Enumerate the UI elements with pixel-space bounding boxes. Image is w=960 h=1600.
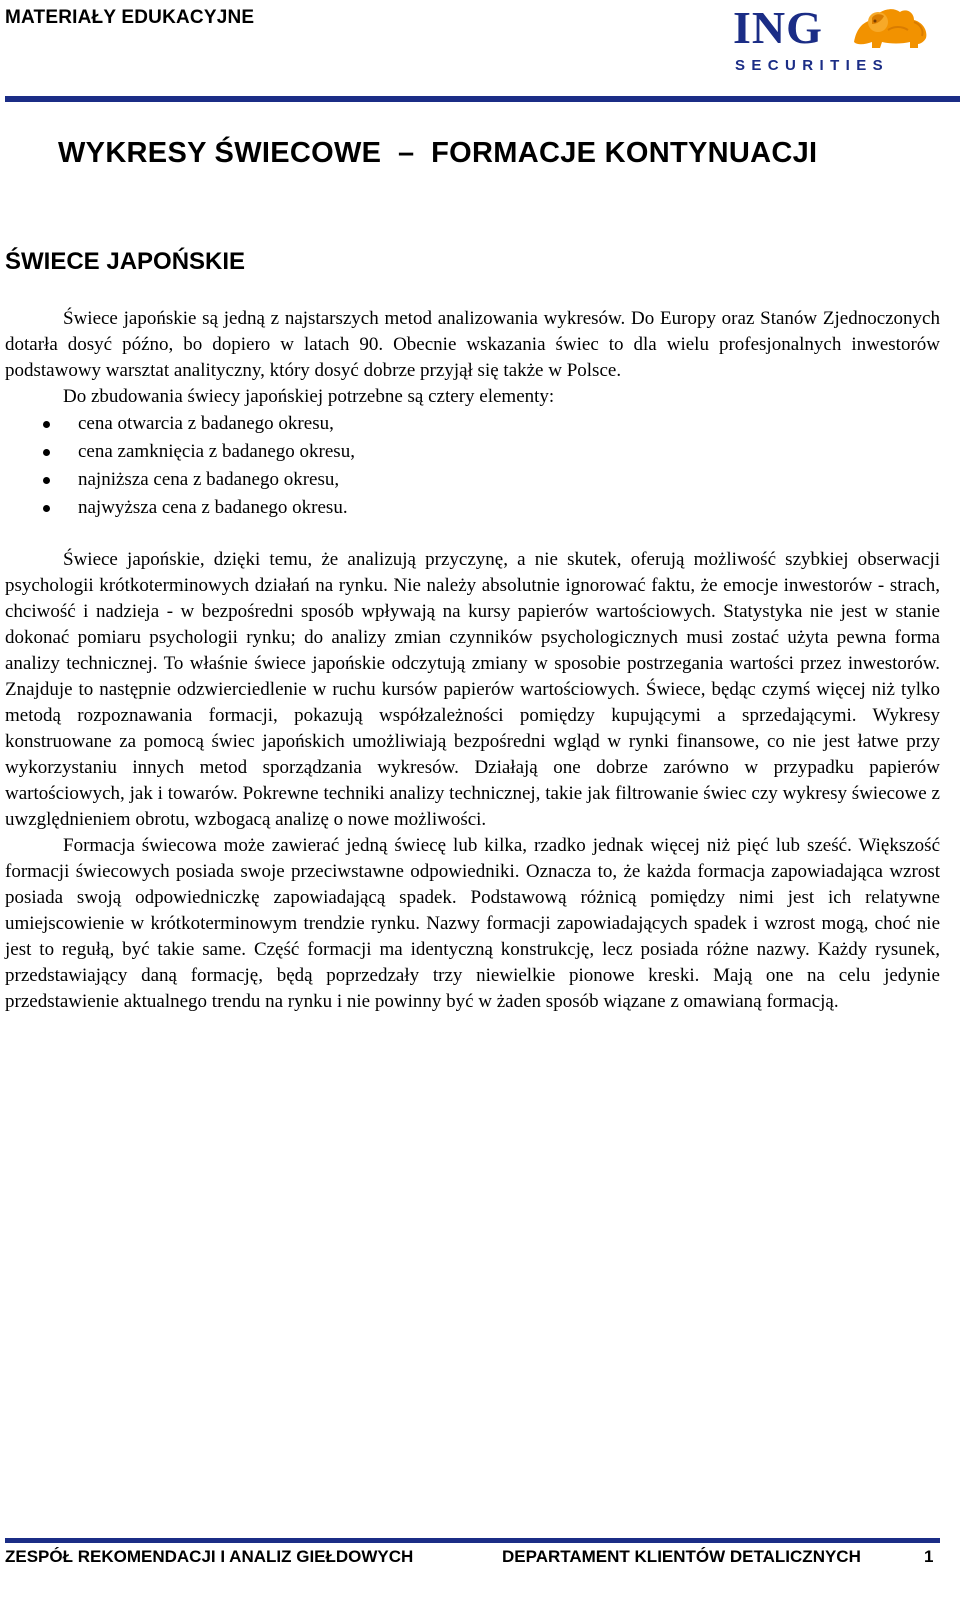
- bullet-icon: [43, 477, 50, 484]
- paragraph-intro: Świece japońskie są jedną z najstarszych metod analizowania wykresów. Do Europy oraz Stanów Zjednoczonych dotarła dosyć późno, bo dopiero w latach 90. Obecnie wskazania świec to dla wielu profesjonalnych inwestorów podstawowy warsztat analityczny, który dosyć dobrze przyjął się także w Polsce.: [5, 308, 940, 381]
- bullet-icon: [43, 449, 50, 456]
- page-number: 1: [924, 1547, 934, 1566]
- logo-subtitle: SECURITIES: [735, 57, 890, 74]
- paragraph-elements-intro: Do zbudowania świecy japońskiej potrzebne są cztery elementy:: [63, 386, 555, 407]
- header-label: MATERIAŁY EDUKACYJNE: [5, 7, 255, 28]
- list-item-text: najwyższa cena z badanego okresu.: [78, 497, 348, 518]
- ing-securities-logo: [733, 2, 943, 82]
- bullet-list: [5, 410, 940, 522]
- footer-left-text: ZESPÓŁ REKOMENDACJI I ANALIZ GIEŁDOWYCH: [5, 1547, 414, 1566]
- list-item-text: najniższa cena z badanego okresu,: [78, 469, 340, 490]
- paragraph-formations: Formacja świecowa może zawierać jedną świecę lub kilka, rzadko jednak więcej niż pięć lub sześć. Większość formacji świecowych posiada swoje przeciwstawne odpowiedniki. Oznacza to, że każda formacja zapowiadająca wzrost posiada swoją odpowiedniczkę zapowiadającą spadek. Podstawową różnicą pomiędzy nimi jest ich relatywne umiejscowienie w krótkoterminowym trendzie rynku. Nazwy formacji zapowiadających spadek i wzrost mogą, choć nie jest to regułą, być takie same. Część formacji ma identyczną konstrukcję, lecz posiada różne nazwy. Każdy rysunek, przedstawiający daną formację, będą poprzedzały trzy niewielkie pionowe kreski. Mają one na celu jedynie przedstawienie aktualnego trendu na rynku i nie powinny być w żaden sposób wiązane z omawianą formacją.: [5, 835, 940, 1012]
- logo-name: ING: [733, 2, 823, 53]
- bullet-icon: [43, 505, 50, 512]
- list-item: [5, 410, 940, 438]
- list-item-text: cena otwarcia z badanego okresu,: [78, 413, 334, 434]
- header-rule: [5, 96, 960, 102]
- list-item: [5, 438, 940, 466]
- page-title: WYKRESY ŚWIECOWE – FORMACJE KONTYNUACJI: [58, 137, 818, 169]
- footer-right-text: DEPARTAMENT KLIENTÓW DETALICZNYCH: [502, 1547, 861, 1566]
- bullet-icon: [43, 421, 50, 428]
- paragraph-psychology: Świece japońskie, dzięki temu, że analizują przyczynę, a nie skutek, oferują możliwość szybkiej obserwacji psychologii krótkoterminowych działań na rynku. Nie należy absolutnie ignorować faktu, że emocje inwestorów - strach, chciwość i nadzieja - w bezpośredni sposób wpływają na kursy papierów wartościowych. Statystyka nie jest w stanie dokonać pomiaru psychologii rynku; do analizy zmian czynników psychologicznych musi zostać użyta pewna forma analizy technicznej. To właśnie świece japońskie odczytują zmiany w sposobie postrzegania wartości przez inwestorów. Znajduje to następnie odzwierciedlenie w ruchu kursów papierów wartościowych. Świece, będąc czymś więcej niż tylko metodą rozpoznawania formacji, pokazują współzależności pomiędzy kupującymi a sprzedającymi. Wykresy konstruowane za pomocą świec japońskich umożliwiają bezpośredni wgląd w rynki finansowe, co nie jest łatwe przy wykorzystaniu innych metod sporządzania wykresów. Działają one dobrze zarówno w przypadku papierów wartościowych, jak i towarów. Pokrewne techniki analizy technicznej, takie jak filtrowanie świec czy wykresy świecowe z uwzględnieniem obrotu, wzbogacą analizę o nowe możliwości.: [5, 549, 940, 830]
- lion-icon: [848, 4, 930, 50]
- list-item: [5, 494, 940, 522]
- list-item-text: cena zamknięcia z badanego okresu,: [78, 441, 355, 462]
- section-title: ŚWIECE JAPOŃSKIE: [5, 248, 246, 275]
- list-item: [5, 466, 940, 494]
- document-body: [5, 306, 940, 1015]
- footer-rule: [5, 1538, 940, 1543]
